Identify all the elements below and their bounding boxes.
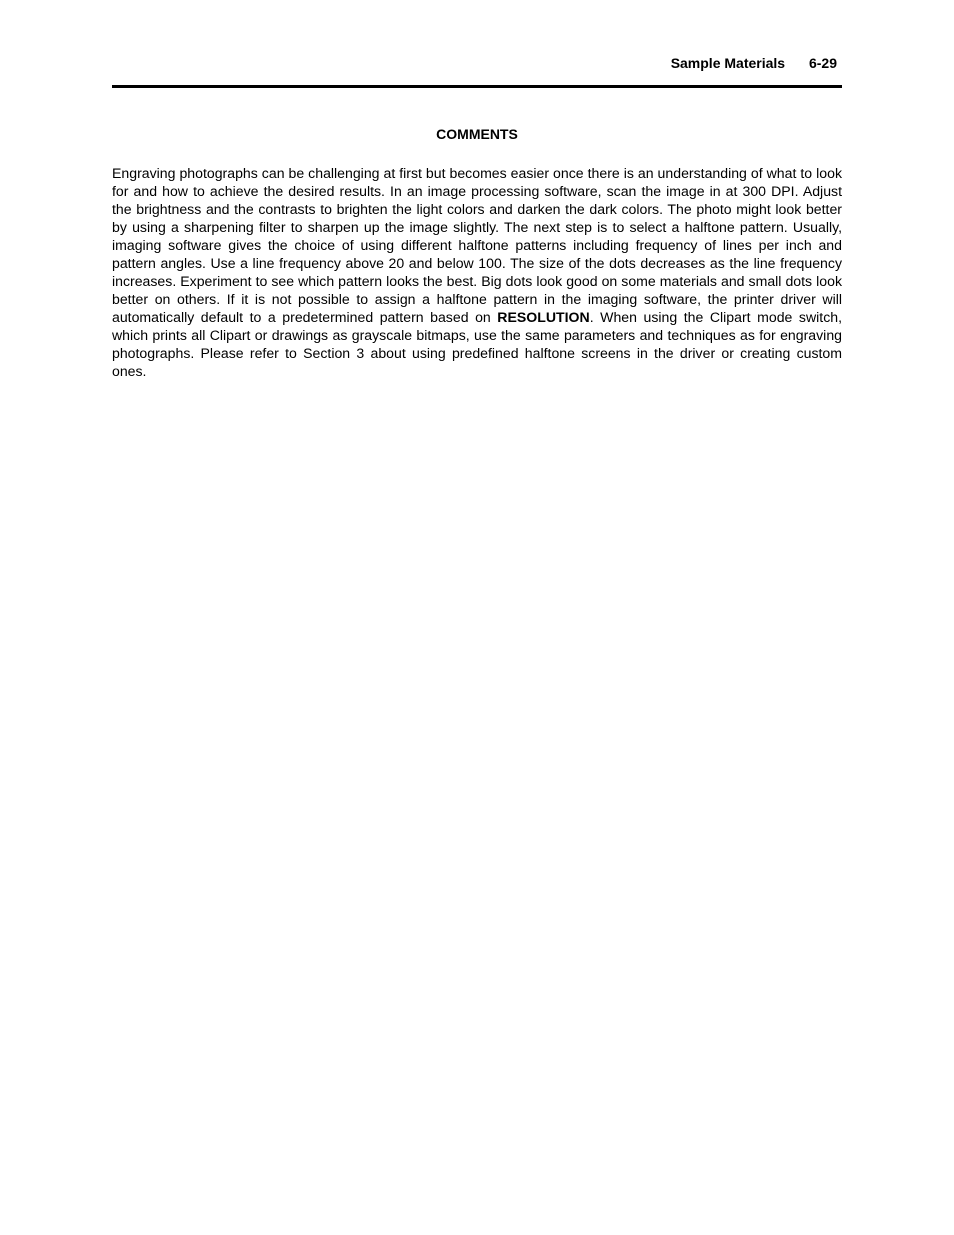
header-rule — [112, 85, 842, 88]
paragraph-text-part2: . When using the Clipart mode switch, which prints all Clipart or drawings as grayscale bitmaps, use the same parameters and techniques as for engraving photographs. Please refer to Section 3 about using predefined halftone screens in the driver or creating custom ones. — [112, 309, 842, 379]
comments-paragraph — [112, 164, 842, 380]
resolution-term: RESOLUTION — [497, 309, 590, 325]
page-header — [671, 55, 837, 71]
comments-heading: COMMENTS — [436, 126, 518, 142]
page-number: 6-29 — [808, 55, 837, 71]
section-title: Sample Materials — [670, 55, 786, 71]
paragraph-text-part1: Engraving photographs can be challenging at first but becomes easier once there is an understanding of what to look for and how to achieve the desired results. In an image processing software, scan the image in at 300 DPI. Adjust the brightness and the contrasts to brighten the light colors and darken the dark colors. The photo might look better by using a sharpening filter to sharpen up the image slightly. The next step is to select a halftone pattern. Usually, imaging software gives the choice of using different halftone patterns including frequency of lines per inch and pattern angles. Use a line frequency above 20 and below 100. The size of the dots decreases as the line frequency increases. Experiment to see which pattern looks the best. Big dots look good on some materials and small dots look better on others. If it is not possible to assign a halftone pattern in the imaging software, the printer driver will automatically default to a predetermined pattern based on — [112, 165, 842, 325]
